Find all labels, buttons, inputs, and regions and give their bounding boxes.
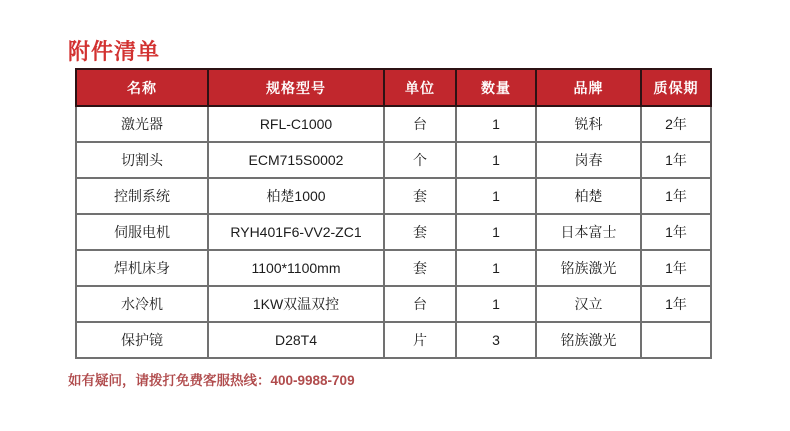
- table-header-row: [76, 69, 711, 106]
- cell-unit: 套: [384, 214, 456, 250]
- cell-spec: 1100*1100mm: [208, 250, 384, 286]
- cell-warranty: 1年: [641, 286, 711, 322]
- cell-warranty: [641, 322, 711, 358]
- cell-unit: 个: [384, 142, 456, 178]
- column-header-spec: 规格型号: [208, 69, 384, 106]
- page-title: 附件清单: [68, 38, 161, 64]
- column-header-name: 名称: [76, 69, 208, 106]
- cell-brand: 岗春: [536, 142, 641, 178]
- cell-warranty: 1年: [641, 250, 711, 286]
- cell-unit: 套: [384, 250, 456, 286]
- cell-name: 伺服电机: [76, 214, 208, 250]
- cell-spec: D28T4: [208, 322, 384, 358]
- table-row: [76, 286, 711, 322]
- cell-brand: 日本富士: [536, 214, 641, 250]
- cell-brand: 柏楚: [536, 178, 641, 214]
- cell-warranty: 2年: [641, 106, 711, 142]
- table-row: [76, 106, 711, 142]
- cell-warranty: 1年: [641, 142, 711, 178]
- cell-name: 焊机床身: [76, 250, 208, 286]
- cell-spec: 1KW双温双控: [208, 286, 384, 322]
- hotline-note: 如有疑问，请拨打免费客服热线：400-9988-709: [68, 373, 355, 388]
- column-header-unit: 单位: [384, 69, 456, 106]
- cell-brand: 汉立: [536, 286, 641, 322]
- cell-spec: 柏楚1000: [208, 178, 384, 214]
- table-row: [76, 214, 711, 250]
- cell-name: 保护镜: [76, 322, 208, 358]
- cell-brand: 锐科: [536, 106, 641, 142]
- cell-name: 切割头: [76, 142, 208, 178]
- cell-name: 控制系统: [76, 178, 208, 214]
- cell-spec: RYH401F6-VV2-ZC1: [208, 214, 384, 250]
- cell-qty: 3: [456, 322, 536, 358]
- cell-spec: RFL-C1000: [208, 106, 384, 142]
- table-row: [76, 322, 711, 358]
- cell-qty: 1: [456, 178, 536, 214]
- cell-warranty: 1年: [641, 178, 711, 214]
- column-header-brand: 品牌: [536, 69, 641, 106]
- cell-qty: 1: [456, 214, 536, 250]
- cell-unit: 套: [384, 178, 456, 214]
- table-row: [76, 250, 711, 286]
- cell-warranty: 1年: [641, 214, 711, 250]
- cell-brand: 铭族激光: [536, 250, 641, 286]
- cell-qty: 1: [456, 250, 536, 286]
- table-row: [76, 178, 711, 214]
- cell-unit: 台: [384, 106, 456, 142]
- cell-name: 水冷机: [76, 286, 208, 322]
- cell-qty: 1: [456, 286, 536, 322]
- accessories-table: [75, 68, 712, 359]
- column-header-qty: 数量: [456, 69, 536, 106]
- cell-unit: 台: [384, 286, 456, 322]
- cell-unit: 片: [384, 322, 456, 358]
- cell-qty: 1: [456, 142, 536, 178]
- cell-qty: 1: [456, 106, 536, 142]
- table-row: [76, 142, 711, 178]
- cell-spec: ECM715S0002: [208, 142, 384, 178]
- cell-brand: 铭族激光: [536, 322, 641, 358]
- column-header-warranty: 质保期: [641, 69, 711, 106]
- cell-name: 激光器: [76, 106, 208, 142]
